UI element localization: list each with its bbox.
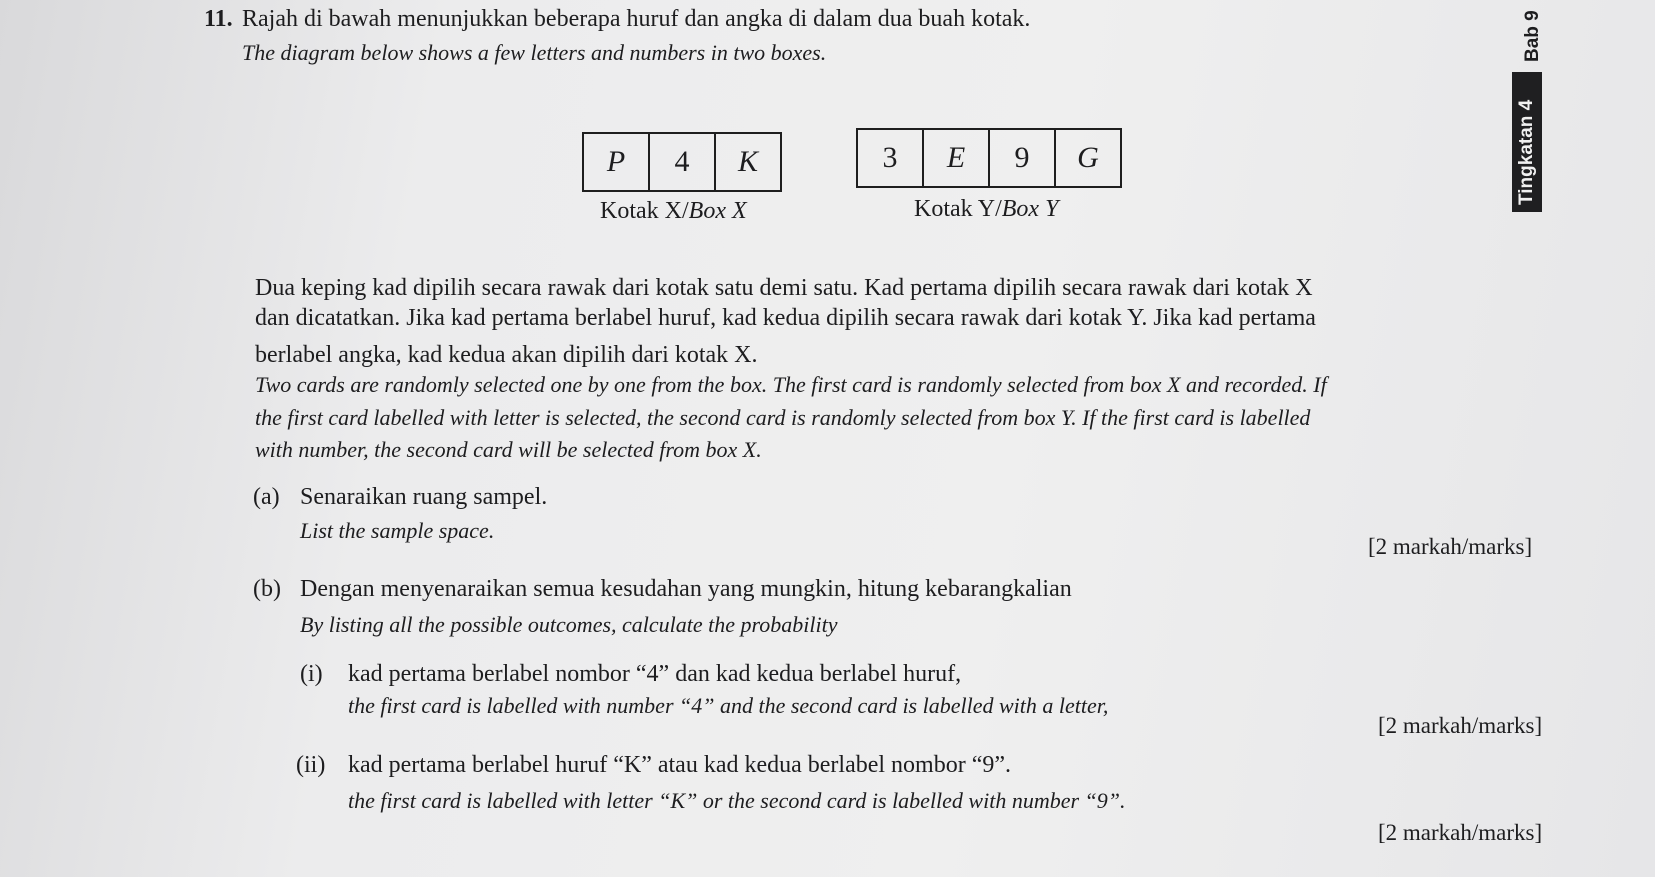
description-malay-line2: dan dicatatkan. Jika kad pertama berlabel huruf, kad kedua dipilih secara rawak dari kotak Y. Jika kad pertama (255, 305, 1316, 331)
part-b-ii-marks: [2 markah/marks] (1378, 820, 1543, 845)
part-b-ii-malay: kad pertama berlabel huruf “K” atau kad kedua berlabel nombor “9”. (348, 752, 1012, 778)
intro-malay: Rajah di bawah menunjukkan beberapa huruf dan angka di dalam dua buah kotak. (242, 6, 1031, 32)
part-a-label: (a) (253, 484, 280, 510)
part-b-ii-english: the first card is labelled with letter “K” or the second card is labelled with number “9”. (348, 788, 1126, 813)
box-y-cell: 9 (988, 130, 1054, 186)
part-b-i-marks: [2 markah/marks] (1378, 713, 1543, 738)
question-number: 11. (204, 6, 233, 32)
description-malay-line3: berlabel angka, kad kedua akan dipilih dari kotak X. (255, 342, 758, 368)
description-english-line1: Two cards are randomly selected one by one from the box. The first card is randomly selected from box X and recorded. If (255, 372, 1327, 397)
box-x-caption-malay: Kotak X/ (600, 198, 689, 224)
intro-english: The diagram below shows a few letters and numbers in two boxes. (242, 40, 827, 65)
part-a-marks: [2 markah/marks] (1368, 534, 1533, 559)
part-a-english: List the sample space. (300, 518, 495, 543)
box-y-cell: G (1054, 130, 1120, 186)
bab-label: Bab 9 (1522, 10, 1543, 62)
part-b-label: (b) (253, 576, 281, 602)
box-y-caption (914, 196, 1058, 223)
part-b-i-label: (i) (300, 661, 323, 687)
box-x-cell: K (714, 134, 780, 190)
box-y-caption-english: Box Y (1001, 196, 1059, 222)
chapter-tab-label: Tingkatan 4 (1516, 99, 1537, 205)
part-a-malay: Senaraikan ruang sampel. (300, 484, 548, 510)
box-x-caption (600, 198, 747, 225)
box-y-caption-malay: Kotak Y/ (914, 196, 1002, 222)
box-x (582, 132, 782, 192)
part-b-i-malay: kad pertama berlabel nombor “4” dan kad kedua berlabel huruf, (348, 661, 962, 687)
box-y (856, 128, 1122, 188)
box-x-cell: 4 (648, 134, 714, 190)
description-malay-line1: Dua keping kad dipilih secara rawak dari kotak satu demi satu. Kad pertama dipilih secara rawak dari kotak X (255, 275, 1313, 301)
description-english-line2: the first card labelled with letter is selected, the second card is randomly selected from box Y. If the first card is labelled (255, 405, 1311, 430)
part-b-malay: Dengan menyenaraikan semua kesudahan yang mungkin, hitung kebarangkalian (300, 576, 1072, 602)
box-y-cell: 3 (882, 141, 898, 174)
description-english-line3: with number, the second card will be selected from box X. (255, 437, 762, 462)
part-b-english: By listing all the possible outcomes, calculate the probability (300, 612, 838, 637)
part-b-i-english: the first card is labelled with number “4” and the second card is labelled with a letter, (348, 693, 1109, 718)
box-x-cell: P (606, 145, 626, 178)
part-b-ii-label: (ii) (296, 752, 326, 778)
box-y-cell: E (922, 130, 988, 186)
box-x-caption-english: Box X (688, 198, 747, 224)
